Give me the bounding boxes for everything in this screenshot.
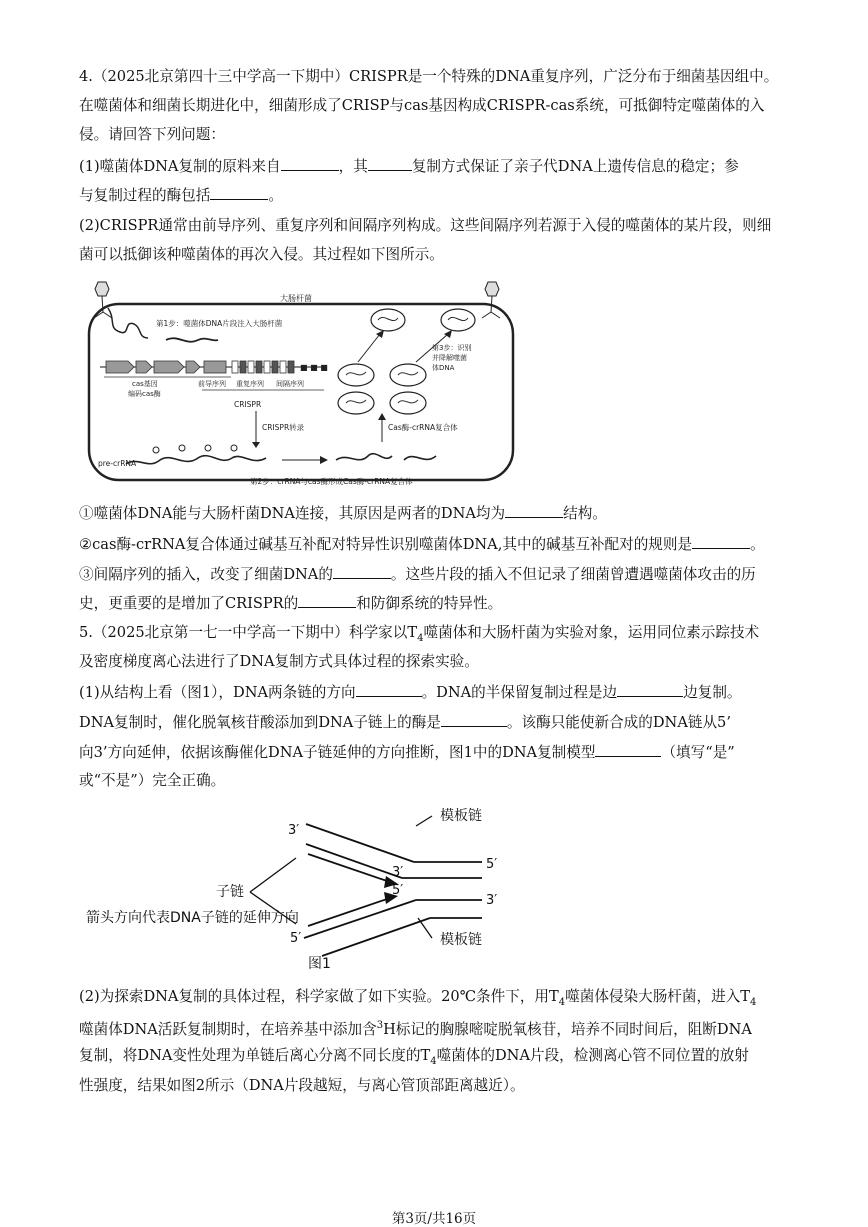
cas-enzyme-complexes	[338, 364, 426, 414]
q5-part2-line-2: 噬菌体DNA活跃复制期时，在培养基中添加含$^3$H标记的胸腺嘧啶脱氧核苷，培养不同时间后，阻断DNA	[79, 1020, 752, 1038]
q5-part2-line-3: 复制，将DNA变性处理为单链后离心分离不同长度的$T_4$噬菌体的DNA片段，检测离心管不同位置的放射	[79, 1047, 749, 1067]
phage-icon	[482, 282, 500, 318]
svg-text:子链: 子链	[216, 884, 244, 900]
answer-blank[interactable]	[368, 155, 412, 171]
svg-text:cas基因: cas基因	[132, 380, 158, 388]
answer-blank[interactable]	[617, 681, 683, 697]
q5-part1-line-4: 或“不是”）完全正确。	[79, 772, 226, 789]
svg-text:体DNA: 体DNA	[432, 364, 455, 372]
injected-phage-dna	[108, 308, 148, 338]
answer-blank[interactable]	[210, 184, 268, 200]
answer-blank[interactable]	[298, 592, 356, 608]
answer-blank[interactable]	[692, 533, 750, 549]
svg-text:并降解噬菌: 并降解噬菌	[432, 354, 467, 362]
cell-label: 大肠杆菌	[280, 294, 312, 303]
svg-text:CRISPR: CRISPR	[234, 400, 262, 409]
page-number: 第3页/共16页	[391, 1211, 477, 1227]
svg-text:3′: 3′	[486, 893, 498, 908]
crispr-mechanism-figure	[86, 280, 526, 490]
q5-part2-line-4: 性强度，结果如图2所示（DNA片段越短，与离心管顶部距离越近）。	[79, 1077, 525, 1094]
svg-text:Cas酶-crRNA复合体: Cas酶-crRNA复合体	[388, 423, 458, 432]
q4-part2-line-1: (2)CRISPR通常由前导序列、重复序列和间隔序列构成。这些间隔序列若源于入侵的噬菌体的某片段，则细	[79, 217, 772, 234]
q4-sub3-line-1: ③间隔序列的插入，改变了细菌DNA的 。这些片段的插入不但记录了细菌曾遭遇噬菌体攻击的历	[79, 563, 791, 586]
q4-line-2: 在噬菌体和细菌长期进化中，细菌形成了CRISP与cas基因构成CRISPR-cas系统，可抵御特定噬菌体的入	[79, 97, 765, 114]
cas-genes	[106, 361, 226, 373]
svg-text:■ ■ ■: ■ ■ ■	[300, 363, 328, 372]
pre-crrna-strand	[126, 456, 266, 464]
svg-text:模板链: 模板链	[440, 808, 482, 824]
answer-blank[interactable]	[333, 563, 391, 579]
svg-text:第2步：crRNA与cas酶形成Cas酶-crRNA复合体: 第2步：crRNA与cas酶形成Cas酶-crRNA复合体	[250, 477, 413, 486]
svg-text:5′: 5′	[486, 857, 498, 872]
svg-text:间隔序列: 间隔序列	[276, 380, 304, 388]
svg-text:模板链: 模板链	[440, 932, 482, 948]
svg-text:3′: 3′	[392, 865, 404, 880]
svg-text:CRISPR转录: CRISPR转录	[262, 423, 305, 432]
svg-text:pre-crRNA: pre-crRNA	[98, 459, 137, 468]
daughter-strands	[308, 854, 390, 926]
q5-part2-line-1: (2)为探索DNA复制的具体过程，科学家做了如下实验。20℃条件下，用$T_4$噬菌体侵染大肠杆菌，进入$T_4$	[79, 988, 757, 1008]
q4-line-1: 4.（2025北京第四十三中学高一下期中）CRISPR是一个特殊的DNA重复序列，广泛分布于细菌基因组中。	[79, 68, 779, 85]
svg-text:图1: 图1	[308, 956, 331, 972]
svg-text:5′: 5′	[392, 883, 404, 898]
q4-line-3: 侵。请回答下列问题：	[79, 126, 225, 143]
q5-part1-line-2: DNA复制时，催化脱氧核苷酸添加到DNA子链上的酶是 。该酶只能使新合成的DNA链从5’	[79, 711, 791, 734]
svg-text:箭头方向代表DNA子链的延伸方向: 箭头方向代表DNA子链的延伸方向	[86, 910, 299, 926]
q5-line-1: 5.（2025北京第一七一中学高一下期中）科学家以$T_4$噬菌体和大肠杆菌为实验对象，运用同位素示踪技术	[79, 624, 760, 644]
svg-text:5′: 5′	[290, 931, 302, 946]
svg-text:重复序列: 重复序列	[236, 380, 264, 388]
svg-text:3′: 3′	[288, 823, 300, 838]
q4-part1-line-1: (1)噬菌体DNA复制的原料来自 ，其 复制方式保证了亲子代DNA上遗传信息的稳定；参	[79, 155, 791, 178]
svg-text:第3步：识别: 第3步：识别	[432, 344, 472, 352]
answer-blank[interactable]	[595, 741, 661, 757]
svg-text:编码cas酶: 编码cas酶	[128, 390, 161, 398]
answer-blank[interactable]	[441, 711, 507, 727]
dna-replication-figure-1	[86, 806, 506, 976]
q5-line-2: 及密度梯度离心法进行了DNA复制方式具体过程的探索实验。	[79, 653, 479, 670]
q5-part1-line-1: (1)从结构上看（图1），DNA两条链的方向 。DNA的半保留复制过程是边 边复制。	[79, 681, 791, 704]
answer-blank[interactable]	[505, 502, 563, 518]
svg-text:第1步：噬菌体DNA片段注入大肠杆菌: 第1步：噬菌体DNA片段注入大肠杆菌	[156, 319, 283, 328]
q4-part2-line-2: 菌可以抵御该种噬菌体的再次入侵。其过程如下图所示。	[79, 246, 444, 263]
svg-text:前导序列: 前导序列	[198, 380, 226, 388]
answer-blank[interactable]	[281, 155, 339, 171]
answer-blank[interactable]	[356, 681, 422, 697]
q4-sub1: ①噬菌体DNA能与大肠杆菌DNA连接，其原因是两者的DNA均为 结构。	[79, 502, 791, 525]
q4-sub3-line-2: 史，更重要的是增加了CRISPR的 和防御系统的特异性。	[79, 592, 791, 615]
q5-part1-line-3: 向3’方向延伸，依据该酶催化DNA子链延伸的方向推断，图1中的DNA复制模型 （填写“是”	[79, 741, 791, 764]
q4-sub2: ②cas酶-crRNA复合体通过碱基互补配对特异性识别噬菌体DNA,其中的碱基互补配对的规则是 。	[79, 533, 791, 556]
q4-part1-line-2: 与复制过程的酶包括 。	[79, 184, 791, 207]
